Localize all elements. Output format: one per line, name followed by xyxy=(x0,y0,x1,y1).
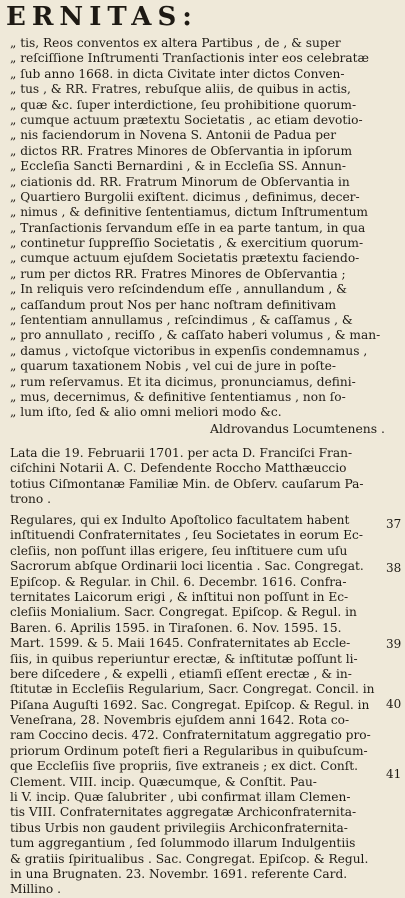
decision-line: Piſana Auguſti 1692. Sac. Congregat. Epiſcop. & Regul. in xyxy=(10,697,370,712)
decision-line: tibus Urbis non gaudent privilegiis Archiconfraternita- xyxy=(10,820,348,835)
margin-number: 41 xyxy=(386,767,402,781)
date-paragraph xyxy=(10,446,385,508)
decision-line: Sacrorum abſque Ordinarii loci licentia . Sac. Congregat. xyxy=(10,559,364,574)
sentence-line: „ quæ &c. ſuper interdictione, ſeu prohibitione quorum- xyxy=(10,97,357,112)
sentence-line: „ rum reſervamus. Et ita dicimus, pronunciamus, defini- xyxy=(10,374,356,389)
decision-line: & gratiis ſpiritualibus . Sac. Congregat. Epiſcop. & Regul. xyxy=(10,851,369,866)
decision-line: priorum Ordinum poteſt fieri a Regularibus in quibuſcum- xyxy=(10,743,368,758)
sentence-line: „ ſententiam annullamus , reſcindimus , & caſſamus , & xyxy=(10,313,353,328)
decision-line: cleſiis, non poſſunt illas erigere, ſeu inſtituere cum uſu xyxy=(10,543,348,558)
decision-line: Baren. 6. Aprilis 1595. in Tiraſonen. 6. Nov. 1595. 15. xyxy=(10,620,342,635)
decision-line: Mart. 1599. & 5. Maii 1645. Confraternitates ab Eccle- xyxy=(10,636,351,651)
sentence-line: „ ſub anno 1668. in dicta Civitate inter dictos Conven- xyxy=(10,66,345,81)
decision-line: Clement. VIII. incip. Quæcumque, & Conſtit. Pau- xyxy=(10,774,317,789)
sentence-line: „ In reliquis vero reſcindendum eſſe , annullandum , & xyxy=(10,282,347,297)
decision-line: Veneſrana, 28. Novembris ejuſdem anni 1642. Rota co- xyxy=(10,713,350,728)
sentence-text xyxy=(10,36,385,421)
sentence-line: „ lum iſto, ſed & alio omni meliori modo &c. xyxy=(10,405,282,420)
sentence-line: „ mus, decernimus, & definitive ſententiamus , non ſo- xyxy=(10,389,346,404)
decision-line: inſtituendi Confraternitates , ſeu Societates in eorum Ec- xyxy=(10,528,363,543)
decision-line: Epiſcop. & Regular. in Chil. 6. Decembr. 1616. Confra- xyxy=(10,574,347,589)
decision-line: in una Brugnaten. 23. Novembr. 1691. referente Card. xyxy=(10,866,348,881)
date-line: ciſchini Notarii A. C. Defendente Roccho Matthæuccio xyxy=(10,461,347,476)
sentence-line: „ reſciſſione Inſtrumenti Tranſactionis inter eos celebratæ xyxy=(10,51,370,66)
margin-number: 39 xyxy=(386,637,402,651)
sentence-line: „ tus , & RR. Fratres, rebuſque aliis, de quibus in actis, xyxy=(10,82,351,97)
running-head: ERNITAS: xyxy=(6,4,198,30)
decision-line: li V. incip. Quæ ſalubriter , ubi confirmat illam Clemen- xyxy=(10,790,351,805)
sentence-line: „ damus , victoſque victoribus in expenſis condemnamus , xyxy=(10,343,368,358)
signature-line: Aldrovandus Locumtenens . xyxy=(210,421,385,436)
date-line: Lata die 19. Februarii 1701. per acta D. Franciſci Fran- xyxy=(10,446,353,460)
decision-line: tis VIII. Confraternitates aggregatæ Archiconfraternita- xyxy=(10,805,357,820)
decision-line: ſiis, in quibus reperiuntur erectæ, & inſtitutæ poſſunt li- xyxy=(10,651,358,666)
sentence-line: „ dictos RR. Fratres Minores de Obſervantia in ipſorum xyxy=(10,143,353,158)
date-line: totius Ciſmontanæ Familiæ Min. de Obſerv. cauſarum Pa- xyxy=(10,476,364,491)
decision-line: que Eccleſiis ſive propriis, ſive extraneis ; ex dict. Conſt. xyxy=(10,759,359,774)
sentence-line: „ nis faciendorum in Novena S. Antonii de Padua per xyxy=(10,128,337,143)
sentence-line: „ caſſandum prout Nos per hanc noſtram definitivam xyxy=(10,297,337,312)
decision-line: bere diſcedere , & expelli , etiamſi eſſent erectæ , & in- xyxy=(10,666,352,681)
sentence-line: „ continetur ſuppreſſio Societatis , & exercitium quorum- xyxy=(10,236,364,251)
decision-line: cleſiis Monialium. Sacr. Congregat. Epiſcop. & Regul. in xyxy=(10,605,357,620)
sentence-line: „ Eccleſia Sancti Bernardini , & in Eccleſia SS. Annun- xyxy=(10,159,347,174)
margin-number: 40 xyxy=(386,697,402,711)
sentence-line: „ pro annullato , reciſſo , & caſſato haberi volumus , & man- xyxy=(10,328,381,343)
sentence-line: „ ciationis dd. RR. Fratrum Minorum de Obſervantia in xyxy=(10,174,350,189)
sentence-line: „ Quartiero Burgolii exiſtent. dicimus , definimus, decer- xyxy=(10,189,360,204)
decision-line: Millino . xyxy=(10,882,62,897)
decision-line: ternitates Laicorum erigi , & inſtitui non poſſunt in Ec- xyxy=(10,589,349,604)
decision-line: ſtitutæ in Eccleſiis Regularium, Sacr. Congregat. Concil. in xyxy=(10,682,375,697)
sentence-line: „ rum per dictos RR. Fratres Minores de Obſervantia ; xyxy=(10,266,346,281)
margin-number: 37 xyxy=(386,517,402,531)
decision-line: ram Coccino decis. 472. Confraternitatum aggregatio pro- xyxy=(10,728,371,743)
decision-line: Regulares, qui ex Indulto Apoſtolico facultatem habent xyxy=(10,513,350,527)
sentence-line: „ nimus , & definitive ſententiamus, dictum Inſtrumentum xyxy=(10,205,368,220)
date-line: trono . xyxy=(10,492,51,507)
sentence-line: „ cumque actuum prætextu Societatis , ac etiam devotio- xyxy=(10,112,363,127)
decision-line: tum aggregantium , ſed ſolummodo illarum Indulgentiis xyxy=(10,836,356,851)
sentence-line: „ cumque actuum ejuſdem Societatis prætextu faciendo- xyxy=(10,251,360,266)
decision-paragraph xyxy=(10,513,385,898)
sentence-line: „ Tranſactionis ſervandum eſſe in ea parte tantum, in qua xyxy=(10,220,366,235)
margin-number: 38 xyxy=(386,561,402,575)
sentence-line: „ quarum taxationem Nobis , vel cui de jure in poſte- xyxy=(10,359,336,374)
sentence-line: „ tis, Reos conventos ex altera Partibus , de , & super xyxy=(10,36,341,50)
